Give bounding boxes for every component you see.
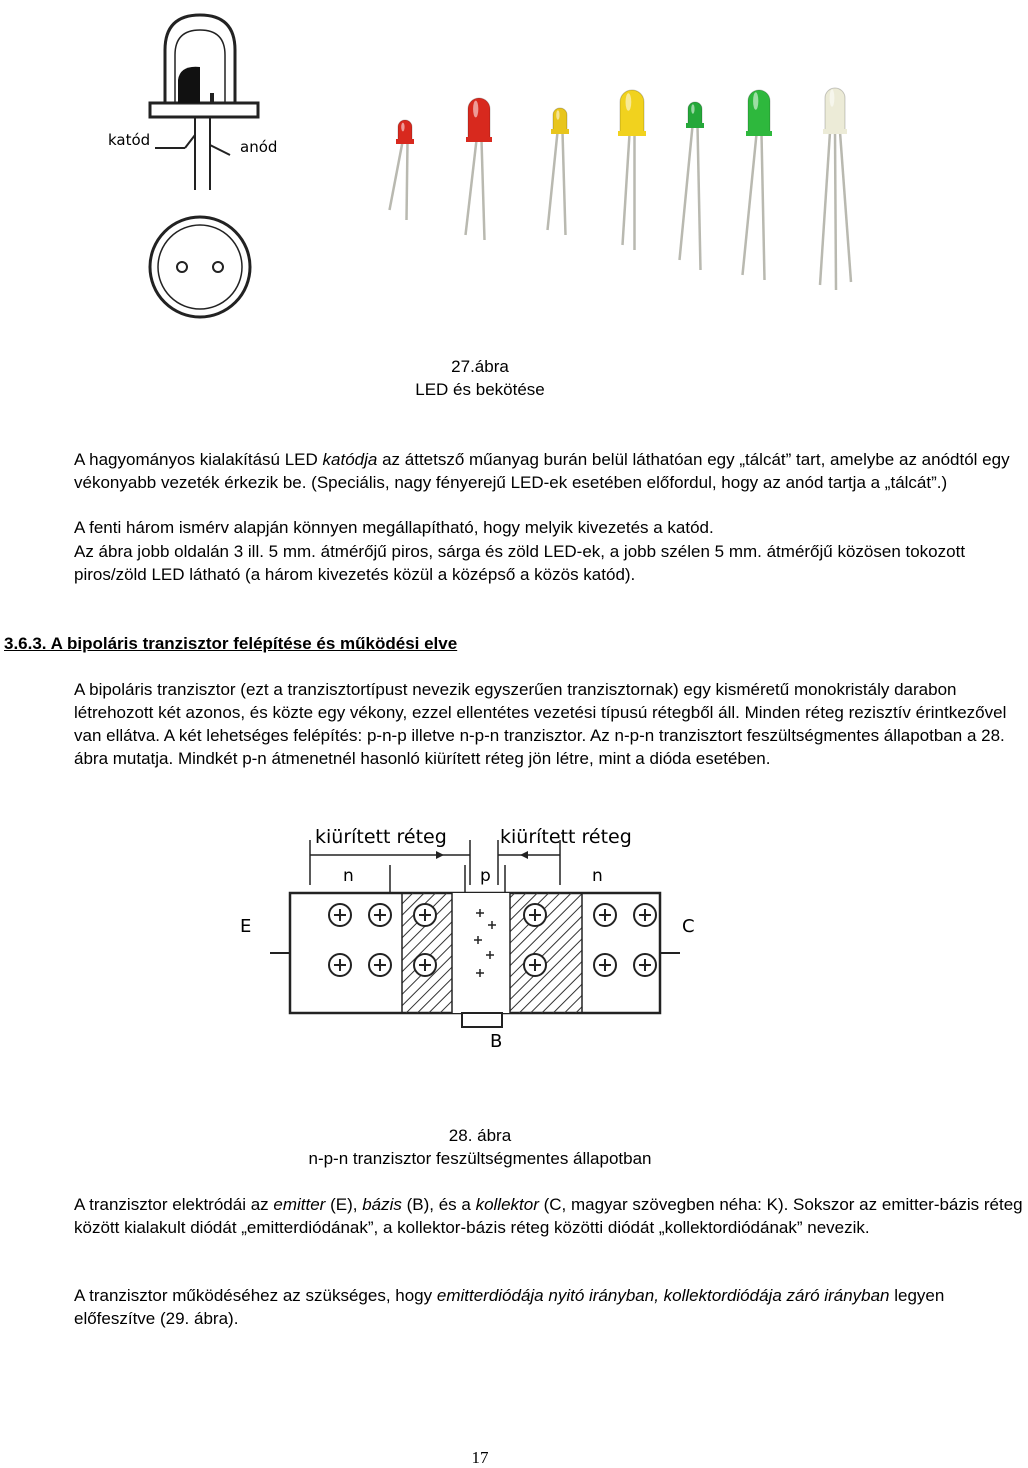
charge-symbol bbox=[594, 904, 616, 926]
led-7 bbox=[820, 88, 851, 290]
base-label: B bbox=[490, 1031, 503, 1052]
led-4 bbox=[618, 90, 646, 250]
led-photo bbox=[370, 60, 870, 300]
charge-symbol bbox=[329, 954, 351, 976]
npn-transistor-diagram bbox=[230, 815, 750, 1055]
collector-label: C bbox=[682, 916, 695, 937]
figure-27-number: 27.ábra bbox=[451, 357, 509, 376]
charge-symbol bbox=[369, 954, 391, 976]
led-1 bbox=[390, 120, 415, 220]
depletion-label-left: kiürített réteg bbox=[315, 826, 447, 848]
section-heading: 3.6.3. A bipoláris tranzisztor felépítése és működési elve bbox=[4, 634, 458, 653]
katod-label: katód bbox=[108, 131, 151, 149]
paragraph-operation: A tranzisztor működéséhez az szükséges, hogy emitterdiódája nyitó irányban, kollektordiódája záró irányban legyen előfeszítve (29. ábra). bbox=[74, 1286, 945, 1328]
led-6 bbox=[743, 90, 773, 280]
page-number: 17 bbox=[471, 1448, 489, 1467]
led-schematic-drawing bbox=[100, 5, 270, 325]
paragraph-led-sizes: Az ábra jobb oldalán 3 ill. 5 mm. átmérőjű piros, sárga és zöld LED-ek, a jobb szélen 5 mm. átmérőjű közösen tokozott piros/zöld LED látható (a három kivezetés közül a középső a közös katód). bbox=[74, 542, 966, 584]
charge-symbol bbox=[414, 904, 436, 926]
paragraph-led-structure: A hagyományos kialakítású LED katódja az áttetsző műanyag burán belül láthatóan egy „tálcát” tart, amelybe az anódtól egy vékonyabb vezeték érkezik be. (Speciális, nagy fényerejű LED-ek esetében előfordul, hogy az anód tartja a „tálcát”.) bbox=[74, 450, 1010, 492]
paragraph-cathode: A fenti három ismérv alapján könnyen megállapítható, hogy melyik kivezetés a katód. bbox=[74, 518, 714, 537]
charge-symbol bbox=[414, 954, 436, 976]
charge-symbol bbox=[329, 904, 351, 926]
charge-symbol bbox=[594, 954, 616, 976]
region-p-label: p bbox=[480, 866, 491, 886]
charge-symbol bbox=[524, 954, 546, 976]
led-2 bbox=[466, 98, 493, 240]
paragraph-bipolar: A bipoláris tranzisztor (ezt a tranzisztortípust nevezik egyszerűen tranzisztornak) egy kisméretű monokristály darabon létrehozott két azonos, és közte egy vékony, ezzel ellentétes vezetési típusú rétegből áll. Minden réteg rezisztív érintkezővel van ellátva. A két lehetséges felépítés: p-n-p illetve n-p-n tranzisztor. Az n-p-n tranzisztort feszültségmentes állapotban a 28. ábra mutatja. Mindkét p-n átmenetnél hasonló kiürített réteg jön létre, mint a dióda esetében. bbox=[74, 680, 1007, 768]
figure-28-title: n-p-n tranzisztor feszültségmentes állapotban bbox=[308, 1149, 652, 1168]
charge-symbol bbox=[524, 904, 546, 926]
led-5 bbox=[680, 102, 705, 270]
region-n-right-label: n bbox=[592, 866, 603, 886]
charge-symbol bbox=[369, 904, 391, 926]
figure-27-title: LED és bekötése bbox=[415, 380, 545, 399]
emitter-label: E bbox=[240, 916, 252, 937]
region-n-left-label: n bbox=[343, 866, 354, 886]
depletion-label-right: kiürített réteg bbox=[500, 826, 632, 848]
led-3 bbox=[548, 108, 570, 235]
figure-28-number: 28. ábra bbox=[448, 1126, 512, 1145]
paragraph-electrodes: A tranzisztor elektródái az emitter (E), bázis (B), és a kollektor (C, magyar szövegben néha: K). Sokszor az emitter-bázis réteg között kialakult diódát „emitterdiódának”, a kollektor-bázis réteg közötti diódát „kollektordiódának” nevezik. bbox=[74, 1195, 1023, 1237]
charge-symbol bbox=[634, 954, 656, 976]
anod-label: anód bbox=[240, 138, 278, 156]
charge-symbol bbox=[634, 904, 656, 926]
